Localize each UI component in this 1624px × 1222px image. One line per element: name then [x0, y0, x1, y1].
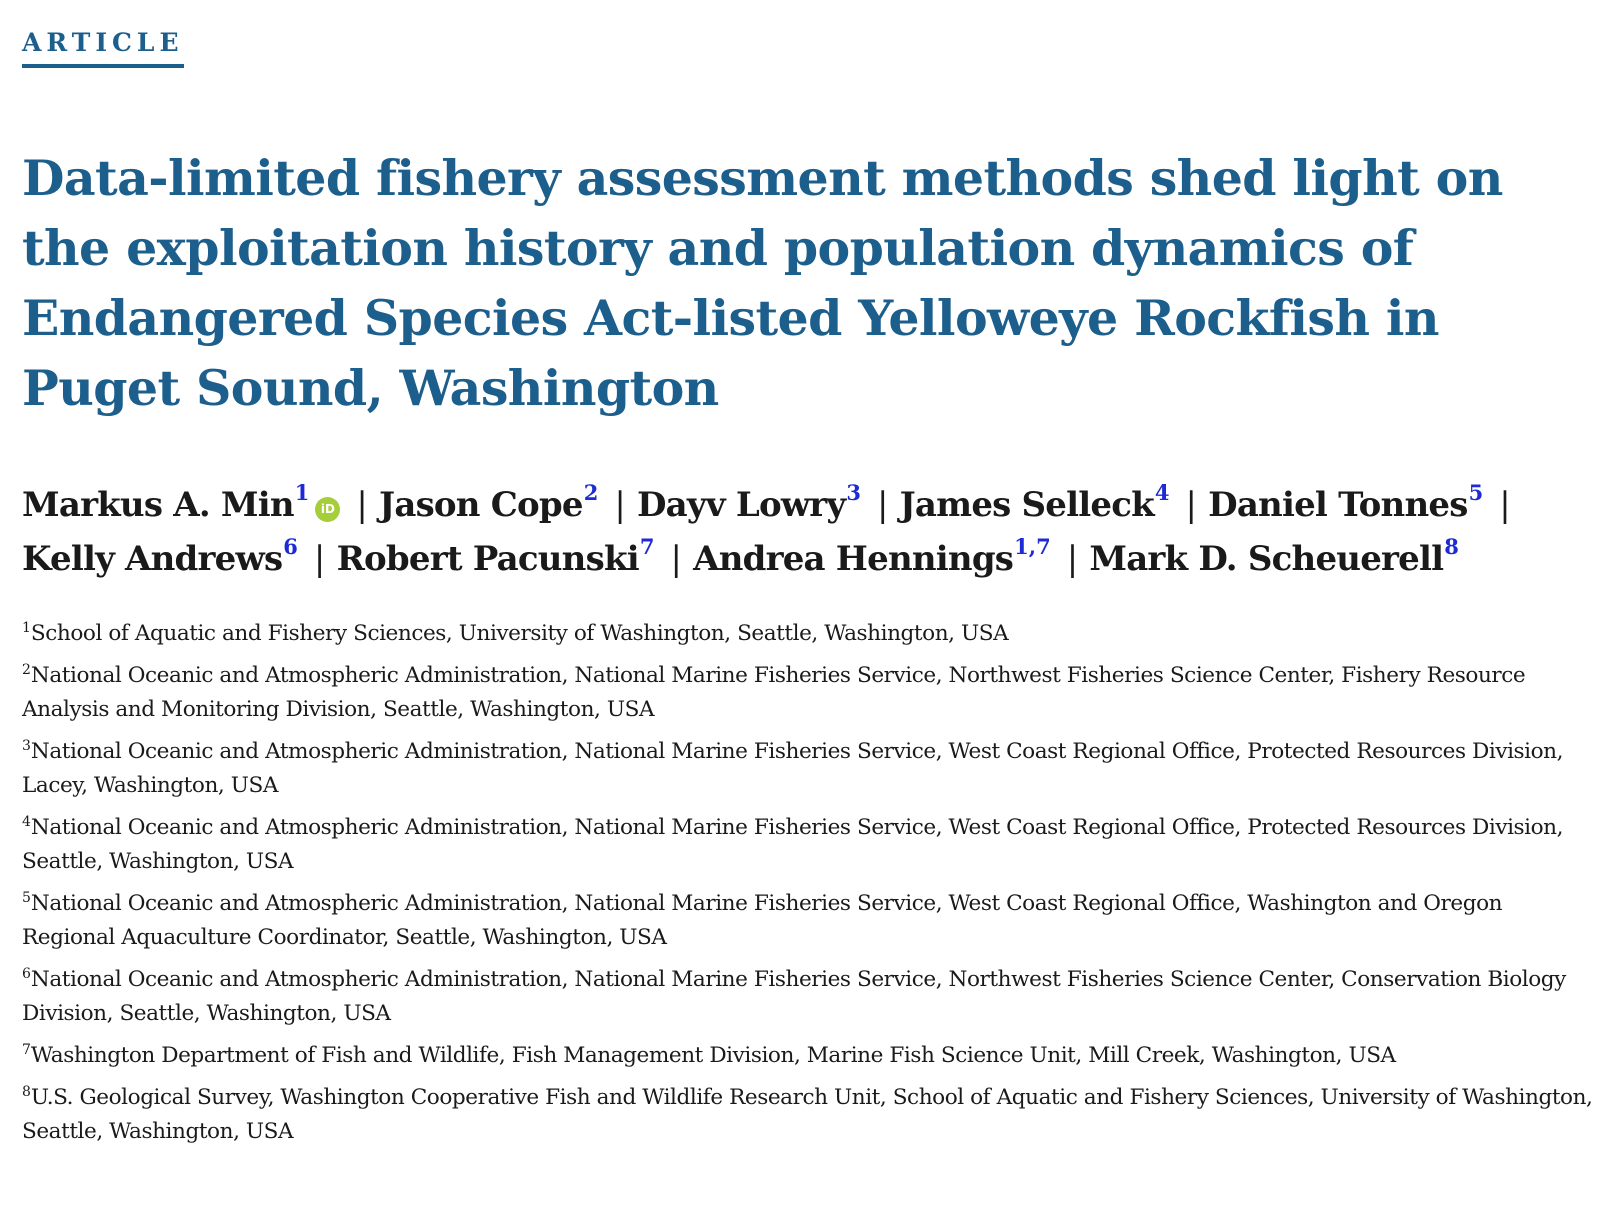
affiliation-number: 1	[22, 620, 31, 636]
affiliation-link[interactable]: 3	[846, 480, 861, 505]
affiliation-item	[22, 963, 1597, 1031]
author-kelly-andrews[interactable]	[22, 534, 298, 579]
author-separator: |	[876, 485, 888, 525]
affiliation-link[interactable]: 7	[639, 534, 655, 559]
author-separator: |	[313, 539, 325, 579]
author-name[interactable]: Dayv Lowry	[636, 485, 846, 525]
author-robert-pacunski[interactable]	[336, 534, 655, 579]
affiliation-item	[22, 735, 1597, 803]
affiliation-text: U.S. Geological Survey, Washington Cooperative Fish and Wildlife Research Unit, School of Aquatic and Fishery Sciences, University of Washington, Seattle, Washington, USA	[22, 1085, 1593, 1144]
author-james-selleck[interactable]	[899, 480, 1170, 525]
affiliation-number: 6	[22, 966, 31, 982]
author-markus-min[interactable]	[22, 480, 340, 525]
author-separator: |	[1066, 539, 1078, 579]
affiliation-link[interactable]: 2	[583, 480, 599, 505]
affiliation-text: Washington Department of Fish and Wildlife, Fish Management Division, Marine Fish Science Unit, Mill Creek, Washington, USA	[30, 1043, 1396, 1068]
affiliation-list	[22, 617, 1597, 1157]
affiliation-number: 4	[22, 814, 31, 830]
affiliation-link[interactable]: 8	[1444, 534, 1459, 559]
article-title: Data-limited fishery assessment methods shed light on the exploitation history and population dynamics of Endangered Species Act-listed Yelloweye Rockfish in Puget Sound, Washington	[22, 149, 1503, 417]
article-type-label: ARTICLE	[22, 28, 184, 68]
affiliation-item	[22, 659, 1597, 727]
author-name[interactable]: Markus A. Min	[22, 485, 294, 525]
author-mark-scheuerell[interactable]	[1089, 534, 1459, 579]
affiliation-link[interactable]: 5	[1468, 480, 1484, 505]
author-name[interactable]: Jason Cope	[379, 485, 583, 525]
author-name[interactable]: James Selleck	[899, 485, 1154, 525]
author-separator: |	[614, 485, 625, 525]
author-name[interactable]: Robert Pacunski	[336, 539, 639, 579]
orcid-icon[interactable]: iD	[315, 497, 340, 522]
author-dayv-lowry[interactable]	[636, 480, 861, 525]
author-jason-cope[interactable]	[379, 480, 599, 525]
author-name[interactable]: Mark D. Scheuerell	[1089, 539, 1444, 579]
affiliation-number: 3	[22, 738, 31, 754]
author-daniel-tonnes[interactable]	[1208, 480, 1484, 525]
author-separator: |	[356, 485, 368, 525]
affiliation-link[interactable]: 6	[283, 534, 298, 559]
affiliation-text: National Oceanic and Atmospheric Administration, National Marine Fisheries Service, West Coast Regional Office, Washington and Oregon Regional Aquaculture Coordinator, Seattle, Washington, USA	[22, 891, 1503, 950]
author-andrea-hennings[interactable]	[693, 534, 1051, 579]
affiliation-link[interactable]: 4	[1154, 480, 1170, 505]
affiliation-item	[22, 887, 1597, 955]
affiliation-text: National Oceanic and Atmospheric Administration, National Marine Fisheries Service, Northwest Fisheries Science Center, Conservation Biology Division, Seattle, Washington, USA	[22, 967, 1566, 1026]
author-list	[22, 478, 1622, 586]
affiliation-item	[22, 1039, 1597, 1073]
author-separator: |	[670, 539, 682, 579]
author-name[interactable]: Daniel Tonnes	[1208, 485, 1468, 525]
author-separator: |	[1185, 485, 1197, 525]
affiliation-link[interactable]: 1	[294, 480, 310, 505]
affiliation-text: National Oceanic and Atmospheric Administration, National Marine Fisheries Service, West Coast Regional Office, Protected Resources Division, Seattle, Washington, USA	[22, 815, 1564, 874]
affiliation-item	[22, 1081, 1597, 1149]
affiliation-text: National Oceanic and Atmospheric Administration, National Marine Fisheries Service, Northwest Fisheries Science Center, Fishery Resource Analysis and Monitoring Division, Seattle, Washington, USA	[22, 663, 1526, 722]
affiliation-number: 2	[22, 662, 31, 678]
author-name[interactable]: Andrea Hennings	[693, 539, 1014, 579]
affiliation-item	[22, 617, 1597, 651]
affiliation-link[interactable]: 1,7	[1014, 534, 1051, 559]
affiliation-number: 5	[22, 890, 31, 906]
author-name[interactable]: Kelly Andrews	[22, 539, 283, 579]
affiliation-number: 8	[22, 1084, 31, 1100]
affiliation-number: 7	[22, 1042, 31, 1058]
affiliation-item	[22, 811, 1597, 879]
affiliation-text: National Oceanic and Atmospheric Administration, National Marine Fisheries Service, West Coast Regional Office, Protected Resources Division, Lacey, Washington, USA	[22, 739, 1564, 798]
affiliation-text: School of Aquatic and Fishery Sciences, University of Washington, Seattle, Washington, USA	[30, 621, 1009, 646]
author-separator: |	[1499, 485, 1510, 525]
